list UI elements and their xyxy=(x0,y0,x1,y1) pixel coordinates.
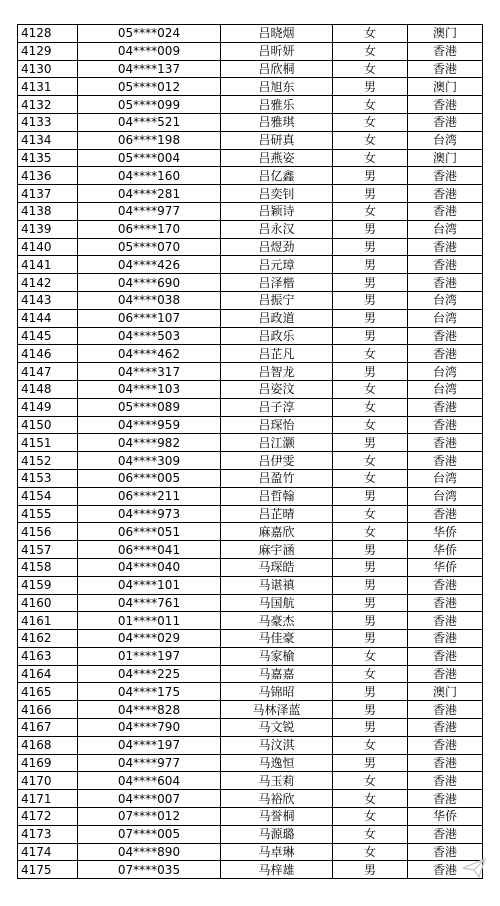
table-row xyxy=(18,487,483,505)
student-name-cell: 吕永汉 xyxy=(221,220,333,238)
gender-cell: 女 xyxy=(333,825,408,843)
id-number-cell: 04****137 xyxy=(78,60,221,78)
table-row xyxy=(18,719,483,737)
student-name-cell: 马锦昭 xyxy=(221,683,333,701)
row-number-cell: 4135 xyxy=(18,149,78,167)
table-row xyxy=(18,363,483,381)
gender-cell: 男 xyxy=(333,487,408,505)
region-cell: 香港 xyxy=(408,790,483,808)
region-cell: 台湾 xyxy=(408,220,483,238)
table-row xyxy=(18,25,483,43)
row-number-cell: 4151 xyxy=(18,434,78,452)
row-number-cell: 4134 xyxy=(18,131,78,149)
student-name-cell: 马琛皓 xyxy=(221,558,333,576)
gender-cell: 男 xyxy=(333,167,408,185)
student-name-cell: 吕哲翰 xyxy=(221,487,333,505)
student-name-cell: 吕煜劲 xyxy=(221,238,333,256)
gender-cell: 男 xyxy=(333,220,408,238)
table-row xyxy=(18,434,483,452)
row-number-cell: 4155 xyxy=(18,505,78,523)
student-name-cell: 麻宇涵 xyxy=(221,541,333,559)
gender-cell: 女 xyxy=(333,60,408,78)
gender-cell: 男 xyxy=(333,701,408,719)
row-number-cell: 4143 xyxy=(18,291,78,309)
gender-cell: 男 xyxy=(333,594,408,612)
roster-sheet xyxy=(17,24,482,879)
gender-cell: 女 xyxy=(333,808,408,826)
row-number-cell: 4171 xyxy=(18,790,78,808)
id-number-cell: 05****012 xyxy=(78,78,221,96)
student-name-cell: 吕江灏 xyxy=(221,434,333,452)
row-number-cell: 4159 xyxy=(18,576,78,594)
row-number-cell: 4163 xyxy=(18,647,78,665)
table-row xyxy=(18,291,483,309)
table-row xyxy=(18,185,483,203)
student-name-cell: 马裕欣 xyxy=(221,790,333,808)
student-name-cell: 吕旭东 xyxy=(221,78,333,96)
row-number-cell: 4145 xyxy=(18,327,78,345)
table-row xyxy=(18,683,483,701)
row-number-cell: 4166 xyxy=(18,701,78,719)
student-name-cell: 吕政道 xyxy=(221,309,333,327)
student-name-cell: 吕盈竹 xyxy=(221,469,333,487)
table-row xyxy=(18,380,483,398)
student-name-cell: 马玉莉 xyxy=(221,772,333,790)
gender-cell: 男 xyxy=(333,719,408,737)
gender-cell: 男 xyxy=(333,238,408,256)
student-name-cell: 马林泽蓝 xyxy=(221,701,333,719)
row-number-cell: 4164 xyxy=(18,665,78,683)
gender-cell: 男 xyxy=(333,256,408,274)
student-name-cell: 马谌禛 xyxy=(221,576,333,594)
student-name-cell: 吕芷凡 xyxy=(221,345,333,363)
table-row xyxy=(18,238,483,256)
table-row xyxy=(18,131,483,149)
gender-cell: 男 xyxy=(333,576,408,594)
row-number-cell: 4146 xyxy=(18,345,78,363)
region-cell: 香港 xyxy=(408,825,483,843)
row-number-cell: 4132 xyxy=(18,96,78,114)
id-number-cell: 04****175 xyxy=(78,683,221,701)
id-number-cell: 04****007 xyxy=(78,790,221,808)
gender-cell: 女 xyxy=(333,736,408,754)
gender-cell: 男 xyxy=(333,683,408,701)
gender-cell: 女 xyxy=(333,380,408,398)
table-row xyxy=(18,558,483,576)
region-cell: 澳门 xyxy=(408,683,483,701)
gender-cell: 男 xyxy=(333,185,408,203)
table-row xyxy=(18,42,483,60)
table-row xyxy=(18,113,483,131)
gender-cell: 女 xyxy=(333,345,408,363)
student-name-cell: 马佳豪 xyxy=(221,630,333,648)
gender-cell: 男 xyxy=(333,434,408,452)
gender-cell: 男 xyxy=(333,541,408,559)
gender-cell: 男 xyxy=(333,630,408,648)
gender-cell: 男 xyxy=(333,612,408,630)
row-number-cell: 4152 xyxy=(18,452,78,470)
table-row xyxy=(18,309,483,327)
student-name-cell: 马誉桐 xyxy=(221,808,333,826)
region-cell: 香港 xyxy=(408,42,483,60)
row-number-cell: 4167 xyxy=(18,719,78,737)
student-name-cell: 吕亿鑫 xyxy=(221,167,333,185)
gender-cell: 女 xyxy=(333,113,408,131)
gender-cell: 男 xyxy=(333,558,408,576)
row-number-cell: 4130 xyxy=(18,60,78,78)
table-row xyxy=(18,452,483,470)
student-name-cell: 吕琛怡 xyxy=(221,416,333,434)
row-number-cell: 4147 xyxy=(18,363,78,381)
region-cell: 香港 xyxy=(408,719,483,737)
id-number-cell: 04****959 xyxy=(78,416,221,434)
region-cell: 台湾 xyxy=(408,469,483,487)
row-number-cell: 4138 xyxy=(18,202,78,220)
student-name-cell: 吕奕钊 xyxy=(221,185,333,203)
gender-cell: 女 xyxy=(333,25,408,43)
region-cell: 香港 xyxy=(408,612,483,630)
row-number-cell: 4144 xyxy=(18,309,78,327)
region-cell: 香港 xyxy=(408,60,483,78)
table-row xyxy=(18,60,483,78)
row-number-cell: 4149 xyxy=(18,398,78,416)
table-row xyxy=(18,736,483,754)
region-cell: 香港 xyxy=(408,754,483,772)
row-number-cell: 4148 xyxy=(18,380,78,398)
row-number-cell: 4157 xyxy=(18,541,78,559)
region-cell: 澳门 xyxy=(408,149,483,167)
table-row xyxy=(18,576,483,594)
id-number-cell: 04****197 xyxy=(78,736,221,754)
region-cell: 香港 xyxy=(408,113,483,131)
id-number-cell: 05****004 xyxy=(78,149,221,167)
id-number-cell: 04****604 xyxy=(78,772,221,790)
gender-cell: 女 xyxy=(333,665,408,683)
gender-cell: 女 xyxy=(333,96,408,114)
row-number-cell: 4137 xyxy=(18,185,78,203)
table-row xyxy=(18,647,483,665)
id-number-cell: 04****977 xyxy=(78,754,221,772)
region-cell: 台湾 xyxy=(408,309,483,327)
gender-cell: 男 xyxy=(333,274,408,292)
student-name-cell: 吕颖诗 xyxy=(221,202,333,220)
student-name-cell: 吕芷晴 xyxy=(221,505,333,523)
id-number-cell: 06****051 xyxy=(78,523,221,541)
roster-table-body xyxy=(18,25,483,879)
gender-cell: 男 xyxy=(333,309,408,327)
id-number-cell: 04****462 xyxy=(78,345,221,363)
table-row xyxy=(18,523,483,541)
id-number-cell: 04****503 xyxy=(78,327,221,345)
gender-cell: 女 xyxy=(333,772,408,790)
gender-cell: 女 xyxy=(333,452,408,470)
id-number-cell: 04****281 xyxy=(78,185,221,203)
region-cell: 香港 xyxy=(408,274,483,292)
region-cell: 香港 xyxy=(408,398,483,416)
region-cell: 台湾 xyxy=(408,291,483,309)
region-cell: 香港 xyxy=(408,327,483,345)
table-row xyxy=(18,790,483,808)
row-number-cell: 4154 xyxy=(18,487,78,505)
gender-cell: 女 xyxy=(333,42,408,60)
id-number-cell: 07****035 xyxy=(78,861,221,879)
id-number-cell: 04****790 xyxy=(78,719,221,737)
gender-cell: 女 xyxy=(333,843,408,861)
id-number-cell: 05****024 xyxy=(78,25,221,43)
table-row xyxy=(18,327,483,345)
region-cell: 台湾 xyxy=(408,131,483,149)
gender-cell: 男 xyxy=(333,291,408,309)
table-row xyxy=(18,541,483,559)
id-number-cell: 06****170 xyxy=(78,220,221,238)
id-number-cell: 04****828 xyxy=(78,701,221,719)
row-number-cell: 4162 xyxy=(18,630,78,648)
table-row xyxy=(18,220,483,238)
row-number-cell: 4175 xyxy=(18,861,78,879)
id-number-cell: 04****317 xyxy=(78,363,221,381)
id-number-cell: 04****973 xyxy=(78,505,221,523)
id-number-cell: 07****005 xyxy=(78,825,221,843)
id-number-cell: 06****211 xyxy=(78,487,221,505)
table-row xyxy=(18,505,483,523)
table-row xyxy=(18,843,483,861)
region-cell: 澳门 xyxy=(408,78,483,96)
student-name-cell: 吕雅乐 xyxy=(221,96,333,114)
row-number-cell: 4170 xyxy=(18,772,78,790)
row-number-cell: 4158 xyxy=(18,558,78,576)
id-number-cell: 06****198 xyxy=(78,131,221,149)
table-row xyxy=(18,345,483,363)
table-row xyxy=(18,96,483,114)
gender-cell: 女 xyxy=(333,790,408,808)
student-name-cell: 马家榆 xyxy=(221,647,333,665)
region-cell: 香港 xyxy=(408,861,483,879)
region-cell: 香港 xyxy=(408,185,483,203)
student-name-cell: 吕子淳 xyxy=(221,398,333,416)
row-number-cell: 4150 xyxy=(18,416,78,434)
region-cell: 香港 xyxy=(408,576,483,594)
id-number-cell: 06****107 xyxy=(78,309,221,327)
table-row xyxy=(18,612,483,630)
id-number-cell: 04****160 xyxy=(78,167,221,185)
id-number-cell: 04****101 xyxy=(78,576,221,594)
id-number-cell: 04****103 xyxy=(78,380,221,398)
id-number-cell: 06****005 xyxy=(78,469,221,487)
id-number-cell: 04****690 xyxy=(78,274,221,292)
id-number-cell: 04****225 xyxy=(78,665,221,683)
region-cell: 香港 xyxy=(408,736,483,754)
student-name-cell: 吕雅琪 xyxy=(221,113,333,131)
region-cell: 香港 xyxy=(408,630,483,648)
region-cell: 香港 xyxy=(408,345,483,363)
row-number-cell: 4141 xyxy=(18,256,78,274)
region-cell: 香港 xyxy=(408,452,483,470)
region-cell: 香港 xyxy=(408,843,483,861)
region-cell: 台湾 xyxy=(408,363,483,381)
row-number-cell: 4156 xyxy=(18,523,78,541)
row-number-cell: 4165 xyxy=(18,683,78,701)
id-number-cell: 04****977 xyxy=(78,202,221,220)
id-number-cell: 04****029 xyxy=(78,630,221,648)
row-number-cell: 4153 xyxy=(18,469,78,487)
region-cell: 华侨 xyxy=(408,523,483,541)
student-name-cell: 吕姿汶 xyxy=(221,380,333,398)
id-number-cell: 04****761 xyxy=(78,594,221,612)
student-name-cell: 马豪杰 xyxy=(221,612,333,630)
gender-cell: 男 xyxy=(333,363,408,381)
table-row xyxy=(18,469,483,487)
row-number-cell: 4142 xyxy=(18,274,78,292)
student-name-cell: 吕政乐 xyxy=(221,327,333,345)
student-name-cell: 马文锐 xyxy=(221,719,333,737)
region-cell: 香港 xyxy=(408,665,483,683)
table-row xyxy=(18,594,483,612)
region-cell: 华侨 xyxy=(408,808,483,826)
row-number-cell: 4174 xyxy=(18,843,78,861)
gender-cell: 女 xyxy=(333,398,408,416)
region-cell: 华侨 xyxy=(408,558,483,576)
gender-cell: 女 xyxy=(333,469,408,487)
id-number-cell: 04****521 xyxy=(78,113,221,131)
student-name-cell: 吕智龙 xyxy=(221,363,333,381)
roster-table xyxy=(17,24,483,879)
region-cell: 香港 xyxy=(408,167,483,185)
id-number-cell: 04****890 xyxy=(78,843,221,861)
student-name-cell: 吕欣桐 xyxy=(221,60,333,78)
row-number-cell: 4173 xyxy=(18,825,78,843)
row-number-cell: 4169 xyxy=(18,754,78,772)
id-number-cell: 04****982 xyxy=(78,434,221,452)
table-row xyxy=(18,149,483,167)
row-number-cell: 4131 xyxy=(18,78,78,96)
id-number-cell: 04****038 xyxy=(78,291,221,309)
gender-cell: 女 xyxy=(333,523,408,541)
table-row xyxy=(18,701,483,719)
table-row xyxy=(18,754,483,772)
row-number-cell: 4139 xyxy=(18,220,78,238)
student-name-cell: 吕泽楷 xyxy=(221,274,333,292)
row-number-cell: 4129 xyxy=(18,42,78,60)
table-row xyxy=(18,772,483,790)
student-name-cell: 吕元璋 xyxy=(221,256,333,274)
region-cell: 香港 xyxy=(408,238,483,256)
student-name-cell: 马国航 xyxy=(221,594,333,612)
gender-cell: 男 xyxy=(333,78,408,96)
student-name-cell: 麻嘉欣 xyxy=(221,523,333,541)
region-cell: 台湾 xyxy=(408,380,483,398)
student-name-cell: 马源璐 xyxy=(221,825,333,843)
table-row xyxy=(18,665,483,683)
table-row xyxy=(18,825,483,843)
id-number-cell: 04****426 xyxy=(78,256,221,274)
table-row xyxy=(18,167,483,185)
id-number-cell: 06****041 xyxy=(78,541,221,559)
gender-cell: 女 xyxy=(333,416,408,434)
gender-cell: 男 xyxy=(333,327,408,345)
row-number-cell: 4128 xyxy=(18,25,78,43)
student-name-cell: 吕研真 xyxy=(221,131,333,149)
student-name-cell: 马卓琳 xyxy=(221,843,333,861)
region-cell: 香港 xyxy=(408,416,483,434)
table-row xyxy=(18,808,483,826)
region-cell: 香港 xyxy=(408,434,483,452)
row-number-cell: 4161 xyxy=(18,612,78,630)
table-row xyxy=(18,861,483,879)
gender-cell: 女 xyxy=(333,149,408,167)
student-name-cell: 马嘉嘉 xyxy=(221,665,333,683)
row-number-cell: 4140 xyxy=(18,238,78,256)
gender-cell: 女 xyxy=(333,131,408,149)
student-name-cell: 吕伊雯 xyxy=(221,452,333,470)
student-name-cell: 吕昕妍 xyxy=(221,42,333,60)
row-number-cell: 4172 xyxy=(18,808,78,826)
region-cell: 香港 xyxy=(408,701,483,719)
table-row xyxy=(18,256,483,274)
id-number-cell: 01****197 xyxy=(78,647,221,665)
region-cell: 香港 xyxy=(408,647,483,665)
row-number-cell: 4136 xyxy=(18,167,78,185)
id-number-cell: 04****309 xyxy=(78,452,221,470)
id-number-cell: 05****070 xyxy=(78,238,221,256)
id-number-cell: 05****099 xyxy=(78,96,221,114)
student-name-cell: 马梓雄 xyxy=(221,861,333,879)
id-number-cell: 04****040 xyxy=(78,558,221,576)
id-number-cell: 01****011 xyxy=(78,612,221,630)
student-name-cell: 吕晓烟 xyxy=(221,25,333,43)
table-row xyxy=(18,274,483,292)
gender-cell: 女 xyxy=(333,505,408,523)
paper-plane-icon xyxy=(462,858,486,878)
id-number-cell: 04****009 xyxy=(78,42,221,60)
region-cell: 香港 xyxy=(408,96,483,114)
table-row xyxy=(18,202,483,220)
table-row xyxy=(18,398,483,416)
student-name-cell: 吕振宁 xyxy=(221,291,333,309)
region-cell: 香港 xyxy=(408,594,483,612)
id-number-cell: 07****012 xyxy=(78,808,221,826)
region-cell: 香港 xyxy=(408,505,483,523)
table-row xyxy=(18,416,483,434)
student-name-cell: 马汶淇 xyxy=(221,736,333,754)
table-row xyxy=(18,630,483,648)
region-cell: 台湾 xyxy=(408,487,483,505)
gender-cell: 女 xyxy=(333,647,408,665)
id-number-cell: 05****089 xyxy=(78,398,221,416)
gender-cell: 女 xyxy=(333,202,408,220)
student-name-cell: 吕燕姿 xyxy=(221,149,333,167)
region-cell: 香港 xyxy=(408,772,483,790)
table-row xyxy=(18,78,483,96)
region-cell: 华侨 xyxy=(408,541,483,559)
student-name-cell: 马逸恒 xyxy=(221,754,333,772)
region-cell: 香港 xyxy=(408,256,483,274)
row-number-cell: 4133 xyxy=(18,113,78,131)
region-cell: 澳门 xyxy=(408,25,483,43)
row-number-cell: 4168 xyxy=(18,736,78,754)
gender-cell: 男 xyxy=(333,754,408,772)
gender-cell: 男 xyxy=(333,861,408,879)
row-number-cell: 4160 xyxy=(18,594,78,612)
region-cell: 香港 xyxy=(408,202,483,220)
